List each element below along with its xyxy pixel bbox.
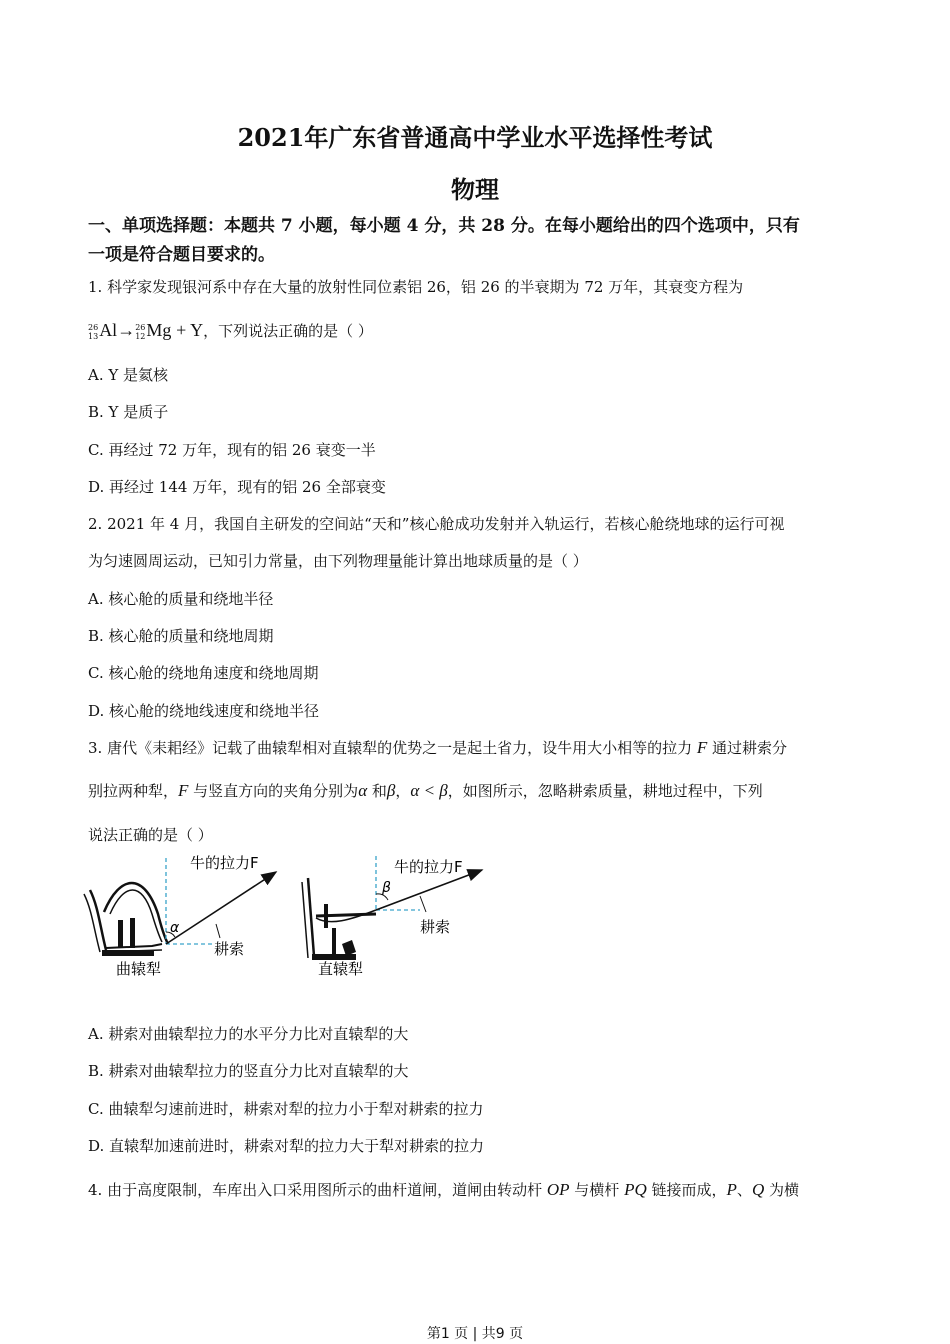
- q3-option-a: A. 耕索对曲辕犁拉力的水平分力比对直辕犁的大: [88, 1025, 409, 1043]
- curved-plough-drawing: [84, 883, 168, 956]
- left-force-arrow: [166, 872, 276, 944]
- q3-option-d: D. 直辕犁加速前进时，耕索对犁的拉力大于犁对耕索的拉力: [88, 1137, 485, 1155]
- left-force-label: 牛的拉力F: [190, 854, 259, 872]
- q4-stem-text-c: 链接而成，: [646, 1181, 727, 1199]
- left-caption: 曲辕犁: [116, 960, 162, 978]
- straight-plough-drawing: [302, 878, 376, 960]
- q3-stem-text-b: 通过耕索分: [707, 739, 788, 757]
- op-symbol: OP: [546, 1180, 570, 1199]
- right-angle-label: β: [382, 880, 391, 896]
- q1-option-b: B. Y 是质子: [88, 403, 169, 421]
- q3-comma: ，: [395, 782, 411, 800]
- al-symbol: Al: [99, 320, 118, 340]
- p-symbol: P: [726, 1180, 737, 1199]
- al-mass-number: 26: [88, 323, 99, 332]
- q3-option-b: B. 耕索对曲辕犁拉力的竖直分力比对直辕犁的大: [88, 1062, 409, 1080]
- q3-stem-text-c: 别拉两种犁，: [88, 782, 179, 800]
- q1-stem-line2: [88, 318, 888, 343]
- right-rope-label: 耕索: [420, 918, 451, 936]
- alpha-less-beta: α < β: [410, 781, 448, 800]
- plus-y: + Y: [176, 320, 204, 340]
- section-heading-line2: 一项是符合题目要求的。: [88, 245, 275, 265]
- q1-stem-line1: 1. 科学家发现银河系中存在大量的放射性同位素铝 26，铝 26 的半衰期为 72 万年，其衰变方程为: [88, 278, 744, 296]
- q-symbol: Q: [751, 1180, 765, 1199]
- q3-stem-line1: [88, 738, 888, 758]
- q4-separator: 、: [736, 1181, 752, 1199]
- section-heading-line1: 一、单项选择题：本题共 7 小题，每小题 4 分，共 28 分。在每小题给出的四个选项中，只有: [88, 216, 800, 236]
- q4-stem-text-a: 4. 由于高度限制，车库出入口采用图所示的曲杆道闸，道闸由转动杆: [88, 1181, 547, 1199]
- plough-figure: [80, 848, 500, 983]
- q3-stem-text-a: 3. 唐代《耒耜经》记载了曲辕犁相对直辕犁的优势之一是起土省力，设牛用大小相等的拉力: [88, 739, 697, 757]
- force-symbol-f: F: [696, 738, 708, 757]
- q3-and: 和: [367, 782, 387, 800]
- left-rope-pointer: [216, 924, 220, 938]
- q1-option-d: D. 再经过 144 万年，现有的铝 26 全部衰变: [88, 478, 386, 496]
- right-force-label: 牛的拉力F: [394, 858, 463, 876]
- q3-stem-line2: [88, 781, 888, 801]
- right-force-arrow: [376, 870, 482, 910]
- q1-option-a: A. Y 是氦核: [88, 366, 169, 384]
- q1-stem-tail: ，下列说法正确的是（ ）: [203, 322, 373, 340]
- q2-option-d: D. 核心舱的绕地线速度和绕地半径: [88, 702, 320, 720]
- q2-option-b: B. 核心舱的质量和绕地周期: [88, 627, 274, 645]
- alpha-symbol: α: [358, 781, 368, 800]
- q4-stem-text-b: 与横杆: [569, 1181, 625, 1199]
- right-caption: 直辕犁: [318, 960, 364, 978]
- mg-charge-number: 12: [135, 332, 146, 341]
- q3-stem-text-d: 与竖直方向的夹角分别为: [188, 782, 359, 800]
- subject-title: 物理: [451, 175, 499, 204]
- left-rope-label: 耕索: [214, 940, 245, 958]
- left-angle-label: α: [170, 920, 180, 936]
- section-heading: [88, 212, 878, 270]
- decay-arrow: →: [117, 320, 136, 340]
- force-symbol-f-2: F: [178, 781, 189, 800]
- q4-stem-text-d: 为横: [764, 1181, 799, 1199]
- q2-option-a: A. 核心舱的质量和绕地半径: [88, 590, 274, 608]
- mg-symbol: Mg: [146, 320, 172, 340]
- right-rope-pointer: [420, 896, 426, 912]
- mg-mass-number: 26: [135, 323, 146, 332]
- q1-option-c: C. 再经过 72 万年，现有的铝 26 衰变一半: [88, 441, 376, 459]
- q2-option-c: C. 核心舱的绕地角速度和绕地周期: [88, 664, 319, 682]
- q4-stem-line1: [88, 1180, 888, 1200]
- q3-stem-line3: 说法正确的是（ ）: [88, 826, 213, 844]
- beta-symbol: β: [386, 781, 396, 800]
- q2-stem-line2: 为匀速圆周运动，已知引力常量，由下列物理量能计算出地球质量的是（ ）: [88, 552, 588, 570]
- al-nuclide-numbers: [88, 323, 98, 341]
- exam-title: 2021年广东省普通高中学业水平选择性考试: [237, 123, 713, 152]
- q3-option-c: C. 曲辕犁匀速前进时，耕索对犁的拉力小于犁对耕索的拉力: [88, 1100, 484, 1118]
- q2-stem-line1: 2. 2021 年 4 月，我国自主研发的空间站“天和”核心舱成功发射并入轨运行，若核心舱绕地球的运行可视: [88, 515, 785, 533]
- q3-stem-text-e: ，如图所示，忽略耕索质量，耕地过程中，下列: [447, 782, 763, 800]
- mg-nuclide-numbers: [135, 323, 145, 341]
- page-footer: 第1 页 | 共9 页: [426, 1326, 524, 1342]
- al-charge-number: 13: [88, 332, 99, 341]
- pq-symbol: PQ: [624, 1180, 647, 1199]
